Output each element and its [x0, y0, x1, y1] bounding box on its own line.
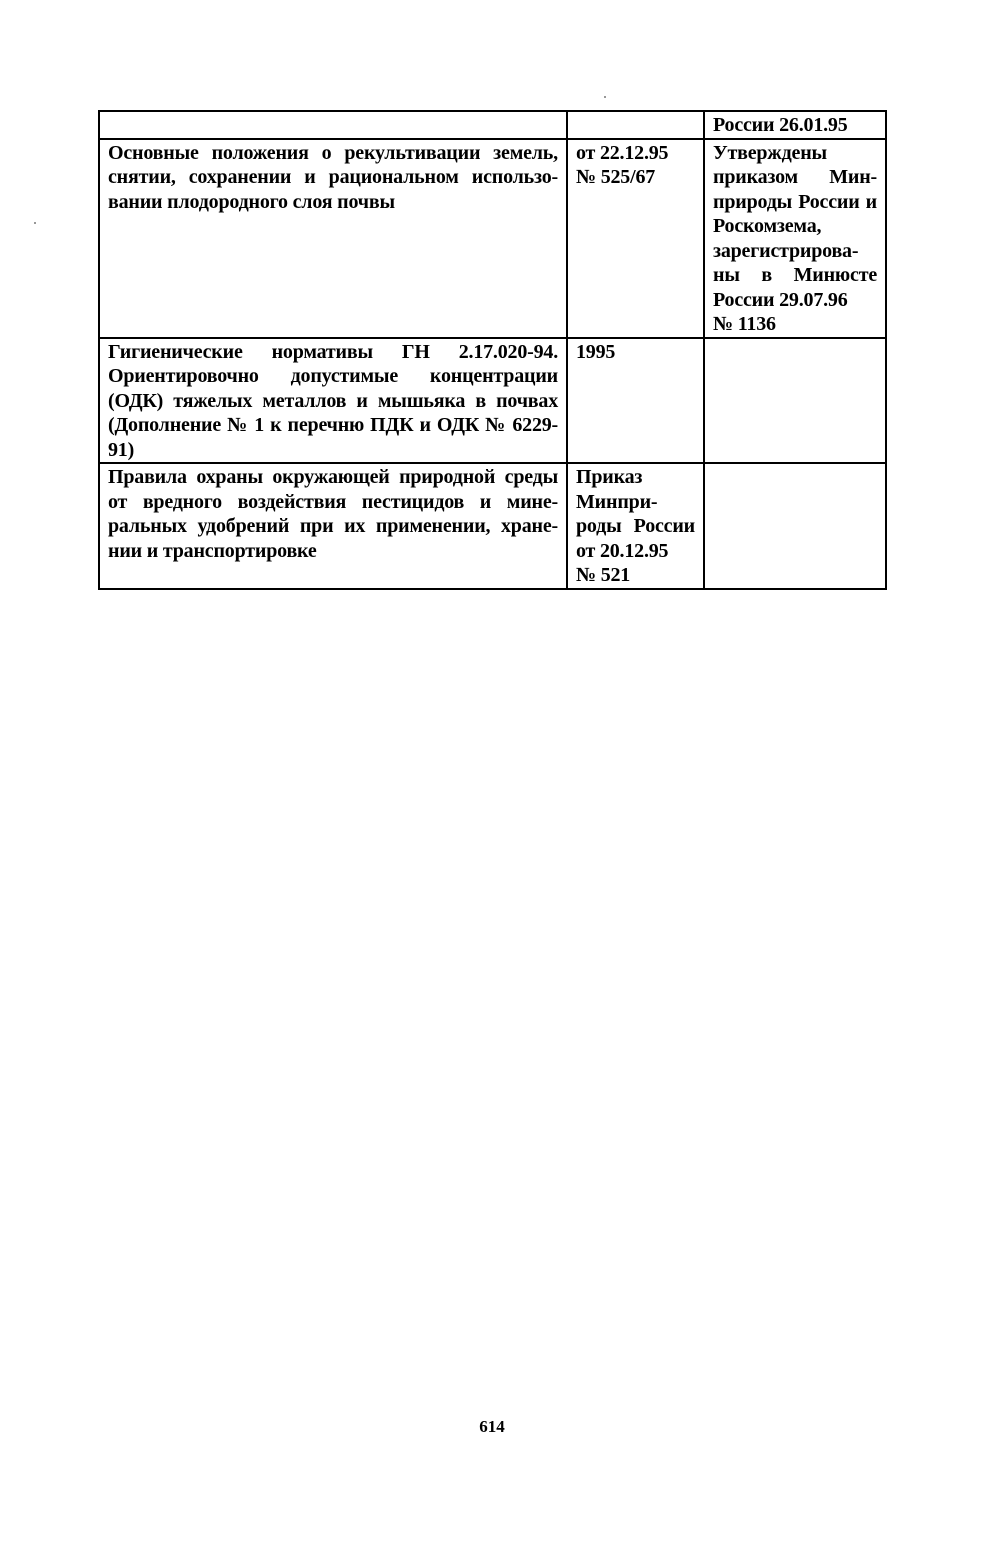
table-row	[99, 463, 886, 589]
table-row	[99, 338, 886, 464]
table-row	[99, 139, 886, 338]
table-cell-date	[567, 111, 704, 139]
scan-speck	[34, 222, 36, 224]
table-cell-title: Основные положения о рекультивации земель, снятии, сохранении и рациональном использо-вании плодородного слоя почвы	[99, 139, 567, 338]
table-cell-note	[704, 338, 886, 464]
table-cell-note	[704, 463, 886, 589]
scan-speck	[604, 96, 606, 98]
regulations-table	[98, 110, 887, 590]
table-cell-date: 1995	[567, 338, 704, 464]
table-cell-title: Правила охраны окружающей природной среды от вредного воздействия пестицидов и мине-ральных удобрений при их применении, хране-нии и транспортировке	[99, 463, 567, 589]
table-row	[99, 111, 886, 139]
table-cell-title	[99, 111, 567, 139]
table-cell-note: России 26.01.95	[704, 111, 886, 139]
table-cell-date: Приказ Минпри-роды России от 20.12.95 № 521	[567, 463, 704, 589]
table-cell-note: Утверждены приказом Мин-природы России и Роскомзема, зарегистрирова-ны в Минюсте России 29.07.96 № 1136	[704, 139, 886, 338]
table-cell-date: от 22.12.95 № 525/67	[567, 139, 704, 338]
table-cell-title: Гигиенические нормативы ГН 2.17.020-94. Ориентировочно допустимые концентрации (ОДК) тяжелых металлов и мышьяка в почвах (Дополнение № 1 к перечню ПДК и ОДК № 6229-91)	[99, 338, 567, 464]
page-number: 614	[479, 1417, 505, 1436]
